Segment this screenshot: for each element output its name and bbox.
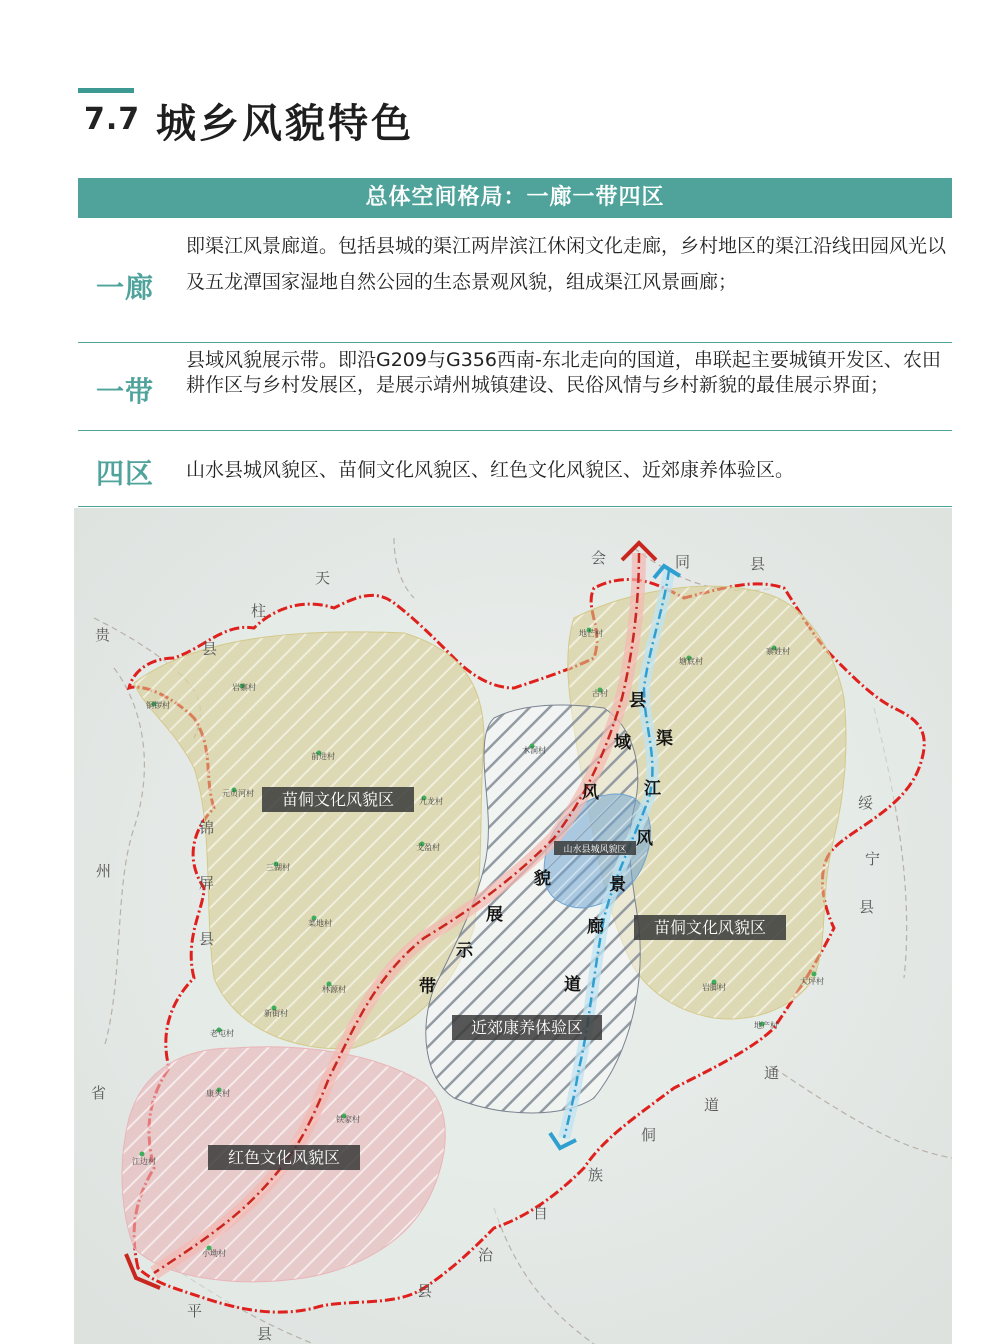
svg-text:苗侗文化风貌区: 苗侗文化风貌区 [653, 918, 767, 937]
row-label: 一带 [96, 375, 155, 408]
svg-text:县: 县 [629, 691, 646, 711]
title-accent-bar [78, 88, 134, 93]
svg-text:山水县城风貌区: 山水县城风貌区 [563, 845, 627, 855]
zone-label-miao-west [262, 787, 414, 812]
svg-text:林源村: 林源村 [322, 985, 346, 994]
row-label: 一廊 [96, 271, 155, 304]
svg-text:菜地村: 菜地村 [308, 919, 332, 928]
section-heading [78, 88, 498, 148]
village [416, 842, 440, 853]
svg-text:县: 县 [199, 930, 215, 948]
svg-text:地产村: 地产村 [754, 1021, 778, 1030]
village [266, 862, 290, 873]
row-label: 四区 [96, 457, 155, 490]
zoning-map [74, 508, 952, 1344]
row-corridor [78, 218, 952, 342]
village [579, 628, 603, 639]
village [522, 744, 546, 756]
svg-text:同: 同 [675, 553, 691, 571]
row-description: 县域风貌展示带。即沿G209与G356西南-东北走向的国道，串联起主要城镇开发区、农田耕作区与乡村发展区，是展示靖州城镇建设、民俗风情与乡村新貌的最佳展示界面； [186, 349, 941, 396]
svg-text:小坳村: 小坳村 [202, 1249, 226, 1258]
svg-text:古村: 古村 [592, 689, 608, 698]
svg-text:县: 县 [750, 555, 766, 573]
svg-text:苗侗文化风貌区: 苗侗文化风貌区 [281, 790, 395, 809]
village [146, 700, 170, 710]
village [336, 1114, 360, 1125]
svg-text:通: 通 [764, 1064, 780, 1082]
village [210, 1028, 234, 1039]
svg-text:自: 自 [533, 1204, 549, 1222]
svg-text:侗: 侗 [641, 1126, 657, 1144]
svg-text:江: 江 [644, 779, 661, 799]
svg-text:道: 道 [704, 1096, 720, 1114]
row-zones [78, 432, 952, 506]
svg-text:锦: 锦 [199, 819, 215, 837]
svg-text:三湖村: 三湖村 [266, 863, 290, 872]
svg-text:族: 族 [588, 1166, 604, 1184]
svg-text:岩寨村: 岩寨村 [232, 683, 256, 692]
svg-text:县: 县 [859, 898, 875, 916]
svg-text:柱: 柱 [251, 602, 267, 620]
zone-label-miao-east [634, 915, 786, 940]
svg-text:示: 示 [456, 941, 473, 961]
row-description: 山水县城风貌区、苗侗文化风貌区、红色文化风貌区、近郊康养体验区。 [186, 459, 795, 481]
village [592, 688, 608, 699]
svg-text:戈盈村: 戈盈村 [416, 843, 440, 852]
village [419, 796, 443, 807]
svg-text:绥: 绥 [858, 794, 874, 812]
svg-text:红色文化风貌区: 红色文化风貌区 [227, 1148, 341, 1167]
village [206, 1088, 230, 1099]
svg-text:风: 风 [582, 783, 599, 803]
svg-text:康头村: 康头村 [206, 1089, 230, 1098]
svg-text:塘底村: 塘底村 [679, 657, 703, 666]
svg-text:展: 展 [486, 905, 503, 925]
svg-text:景: 景 [609, 875, 626, 895]
village [679, 656, 703, 667]
svg-text:州: 州 [96, 862, 112, 880]
svg-text:屏: 屏 [199, 874, 215, 892]
map-svg [74, 508, 952, 1344]
svg-text:前进村: 前进村 [311, 752, 335, 761]
svg-text:大坪村: 大坪村 [800, 977, 824, 986]
svg-text:貌: 貌 [534, 869, 551, 889]
svg-text:治: 治 [478, 1246, 494, 1264]
svg-text:会: 会 [591, 549, 607, 567]
svg-text:平: 平 [187, 1302, 203, 1320]
village [754, 1020, 778, 1030]
svg-text:地芒村: 地芒村 [579, 629, 603, 638]
section-number: 7.7 [84, 102, 141, 137]
svg-text:带: 带 [419, 977, 436, 997]
svg-text:九龙村: 九龙村 [419, 797, 443, 806]
svg-text:省: 省 [91, 1084, 107, 1102]
zone-label-suburban [452, 1015, 602, 1040]
zone-label-red [208, 1145, 360, 1170]
svg-text:县: 县 [417, 1282, 433, 1300]
row-belt [78, 344, 952, 430]
svg-text:风: 风 [636, 829, 653, 849]
svg-text:江边村: 江边村 [132, 1157, 156, 1166]
svg-text:老屯村: 老屯村 [210, 1029, 234, 1038]
svg-text:新街村: 新街村 [264, 1009, 288, 1018]
svg-text:元贞河村: 元贞河村 [222, 789, 254, 798]
row-description: 即渠江风景廊道。包括县城的渠江两岸滨江休闲文化走廊，乡村地区的渠江沿线田园风光以及五龙潭国家湿地自然公园的生态景观风貌，组成渠江风景画廊； [186, 235, 947, 293]
village [232, 682, 256, 692]
svg-text:县: 县 [202, 640, 218, 658]
svg-text:岩脚村: 岩脚村 [702, 983, 726, 992]
svg-text:寨姓村: 寨姓村 [766, 647, 790, 656]
svg-text:天: 天 [315, 569, 331, 587]
section-title: 城乡风貌特色 [156, 101, 414, 147]
svg-text:近郊康养体验区: 近郊康养体验区 [470, 1018, 584, 1037]
row-divider [78, 506, 952, 507]
zone-label-county-town [554, 841, 636, 855]
svg-text:贵: 贵 [95, 626, 111, 644]
svg-text:木洞村: 木洞村 [522, 746, 546, 755]
svg-text:宁: 宁 [865, 850, 881, 868]
svg-text:域: 域 [614, 733, 631, 753]
village [766, 646, 790, 657]
svg-text:廊: 廊 [587, 917, 604, 937]
row-divider [78, 430, 952, 431]
layout-banner: 总体空间格局：一廊一带四区 [78, 178, 952, 218]
svg-text:县: 县 [257, 1325, 273, 1343]
svg-text:渠: 渠 [656, 729, 673, 749]
svg-text:道: 道 [564, 975, 581, 995]
svg-text:铜锣村: 铜锣村 [146, 701, 170, 710]
svg-text:铁家村: 铁家村 [336, 1115, 360, 1124]
village [311, 751, 335, 762]
row-divider [78, 342, 952, 343]
village [222, 788, 254, 799]
